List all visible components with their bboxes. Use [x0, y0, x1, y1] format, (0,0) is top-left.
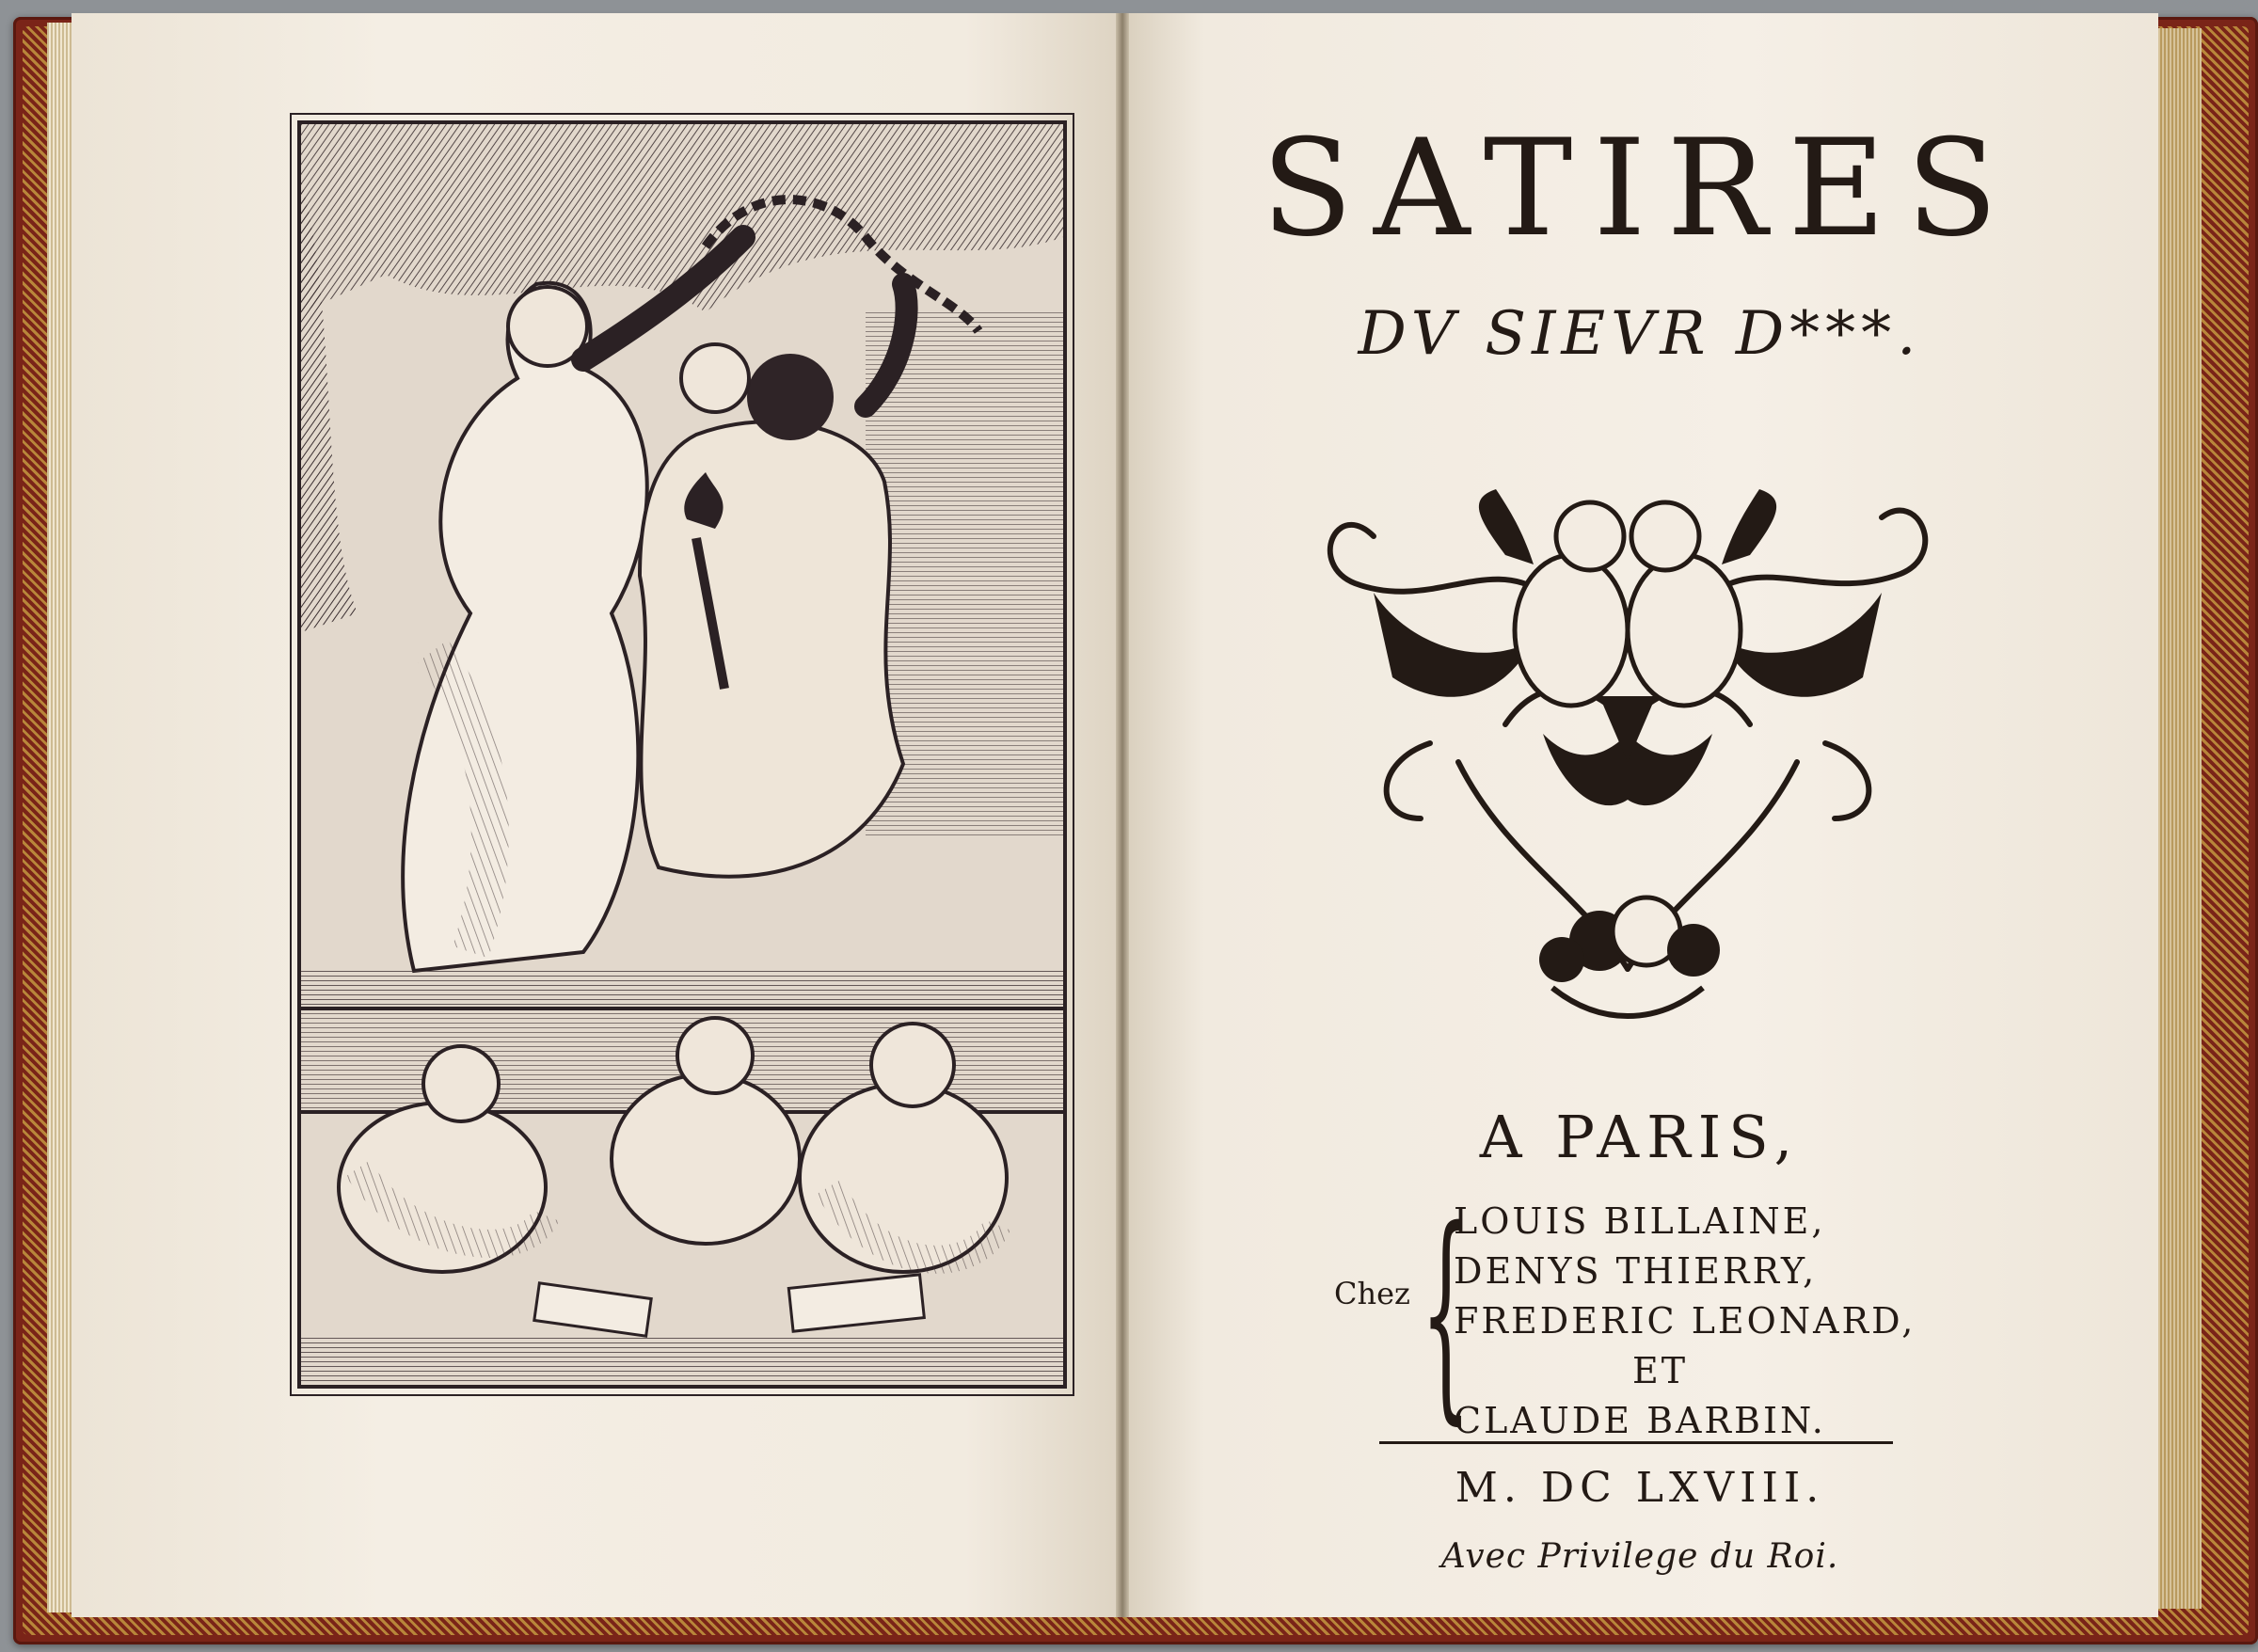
printers-ornament [1317, 480, 1938, 1025]
royal-privilege: Avec Privilege du Roi. [1440, 1537, 1839, 1576]
publisher-line: ET [1632, 1350, 1689, 1391]
page-edges-right [2158, 28, 2202, 1609]
publisher-list [1454, 1197, 1916, 1446]
frontispiece-engraving [297, 120, 1067, 1389]
publisher-line: FREDERIC LEONARD, [1454, 1300, 1916, 1342]
horizontal-rule [1379, 1441, 1893, 1444]
page-edges-left [47, 23, 73, 1612]
book-title: SATIRES [1261, 111, 2019, 266]
publisher-line: DENYS THIERRY, [1454, 1250, 1818, 1292]
engraving-allegory-icon [301, 124, 1063, 1385]
book-subtitle: DV SIEVR D***. [1358, 299, 1922, 369]
imprint-city: A PARIS, [1479, 1103, 1801, 1171]
imprint-date: M. DC LXVIII. [1455, 1464, 1825, 1512]
cherub-cartouche-icon [1317, 480, 1938, 1025]
brace-glyph: { [1421, 1181, 1471, 1444]
publisher-line: CLAUDE BARBIN. [1454, 1400, 1826, 1441]
imprint-chez: Chez [1334, 1276, 1410, 1311]
publisher-line: LOUIS BILLAINE, [1454, 1200, 1826, 1242]
